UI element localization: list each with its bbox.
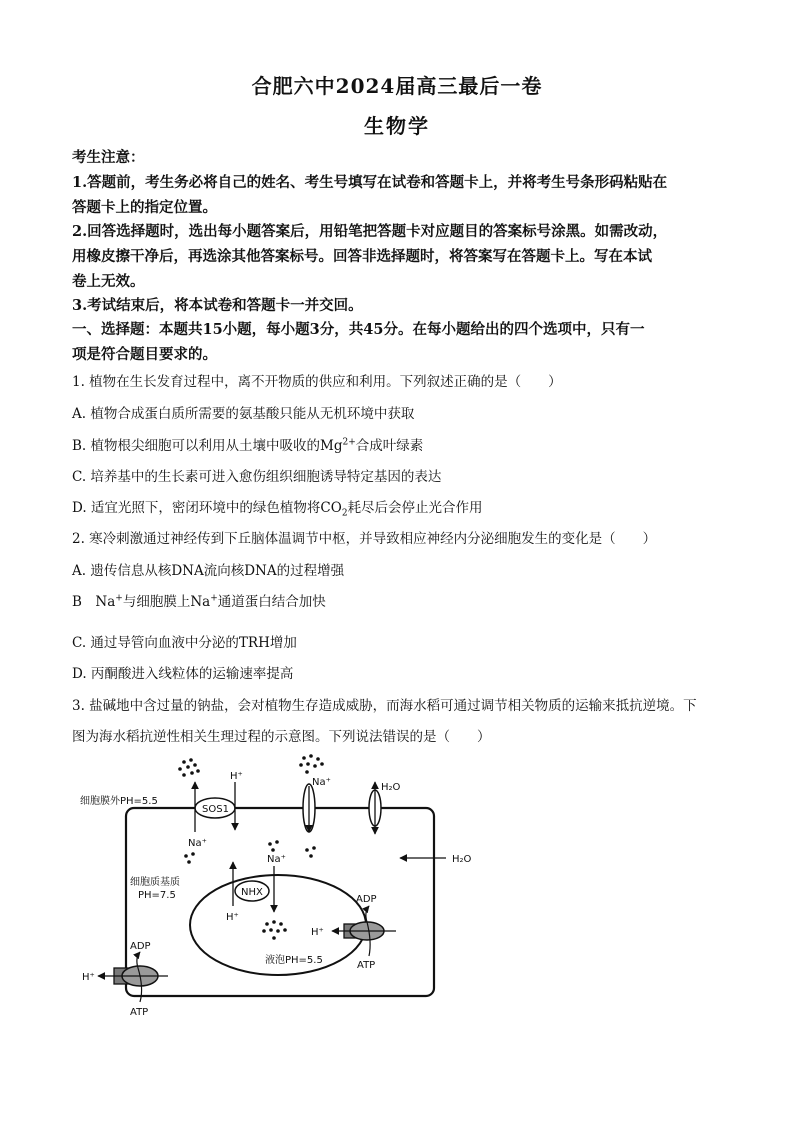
membrane-atp-label: ATP bbox=[130, 1007, 149, 1018]
vacuole-ph-label: 液泡PH=5.5 bbox=[265, 955, 323, 966]
q1-stem: 1. 植物在生长发育过程中，离不开物质的供应和利用。下列叙述正确的是（ ） bbox=[72, 374, 562, 390]
exam-title: 合肥六中2024届高三最后一卷 bbox=[251, 74, 543, 98]
vacuole-atp-label: ATP bbox=[357, 960, 376, 971]
sos1-na-label: Na⁺ bbox=[188, 838, 207, 849]
na-dots-cytoplasm bbox=[268, 840, 279, 852]
na-dots-outside-1 bbox=[178, 758, 200, 777]
subject-title: 生物学 bbox=[364, 114, 430, 138]
cytoplasm-label-1: 细胞质基质 bbox=[130, 877, 180, 888]
na-dots-outside-2 bbox=[299, 754, 324, 774]
outside-ph-label: 细胞膜外PH=5.5 bbox=[80, 796, 158, 807]
na-dots-inside-1 bbox=[184, 852, 195, 864]
q1-option-a: A. 植物合成蛋白质所需要的氨基酸只能从无机环境中获取 bbox=[72, 406, 415, 422]
q1-option-b: B. 植物根尖细胞可以利用从土壤中吸收的$Mg^{2+}$合成叶绿素 bbox=[72, 437, 424, 454]
q1-option-d: D. 适宜光照下，密闭环境中的绿色植物将$CO_2$耗尽后会停止光合作用 bbox=[72, 500, 483, 519]
notice-heading: 考生注意： bbox=[72, 149, 145, 166]
notice-line-1b: 答题卡上的指定位置。 bbox=[72, 199, 217, 216]
q2-stem: 2. 寒冷刺激通过神经传到下丘脑体温调节中枢，并导致相应神经内分泌细胞发生的变化是（ ） bbox=[72, 531, 657, 547]
sos1-label: SOS1 bbox=[202, 804, 229, 815]
q1-option-c: C. 培养基中的生长素可进入愈伤组织细胞诱导特定基因的表达 bbox=[72, 469, 442, 485]
na-channel-label: Na⁺ bbox=[312, 777, 331, 788]
section-heading-a: 一、选择题：本题共15小题，每小题3分，共45分。在每小题给出的四个选项中，只有一 bbox=[72, 321, 645, 338]
membrane-h-label: H⁺ bbox=[82, 972, 95, 983]
notice-line-1a: 1.答题前，考生务必将自己的姓名、考生号填写在试卷和答题卡上，并将考生号条形码粘贴在 bbox=[72, 174, 668, 191]
cytoplasm-label-2: PH=7.5 bbox=[138, 890, 176, 901]
notice-line-2c: 卷上无效。 bbox=[72, 273, 145, 290]
membrane-adp-label: ADP bbox=[130, 941, 151, 952]
sos1-h-label: H⁺ bbox=[230, 771, 243, 782]
vacuole-h-label: H⁺ bbox=[311, 927, 324, 938]
notice-line-3: 3.考试结束后，将本试卷和答题卡一并交回。 bbox=[72, 297, 363, 314]
q2-option-a: A. 遗传信息从核DNA流向核DNA的过程增强 bbox=[72, 563, 345, 579]
cell-transport-diagram bbox=[78, 752, 498, 1027]
cell-membrane bbox=[126, 808, 434, 996]
section-heading-b: 项是符合题目要求的。 bbox=[72, 346, 217, 363]
water-in-label: H₂O bbox=[452, 854, 472, 865]
vacuole-adp-label: ADP bbox=[356, 894, 377, 905]
q3-stem-b: 图为海水稻抗逆性相关生理过程的示意图。下列说法错误的是（ ） bbox=[72, 729, 491, 745]
notice-line-2a: 2.回答选择题时，选出每小题答案后，用铅笔把答题卡对应题目的答案标号涂黑。如需改动， bbox=[72, 223, 668, 240]
q2-option-d: D. 丙酮酸进入线粒体的运输速率提高 bbox=[72, 666, 294, 682]
q2-option-c: C. 通过导管向血液中分泌的TRH增加 bbox=[72, 635, 297, 651]
na-dots-vacuole bbox=[262, 920, 287, 940]
nhx-label: NHX bbox=[241, 887, 263, 898]
q3-stem-a: 3. 盐碱地中含过量的钠盐，会对植物生存造成威胁，而海水稻可通过调节相关物质的运输来抵抗逆境。下 bbox=[72, 698, 697, 714]
nhx-h-label: H⁺ bbox=[226, 912, 239, 923]
na-dots-inside-2 bbox=[305, 846, 316, 858]
q2-option-b: B Na+与细胞膜上Na+通道蛋白结合加快 bbox=[72, 593, 326, 610]
water-channel-label: H₂O bbox=[381, 782, 401, 793]
notice-line-2b: 用橡皮擦干净后，再选涂其他答案标号。回答非选择题时，将答案写在答题卡上。写在本试 bbox=[72, 248, 652, 265]
nhx-na-label: Na⁺ bbox=[267, 854, 286, 865]
